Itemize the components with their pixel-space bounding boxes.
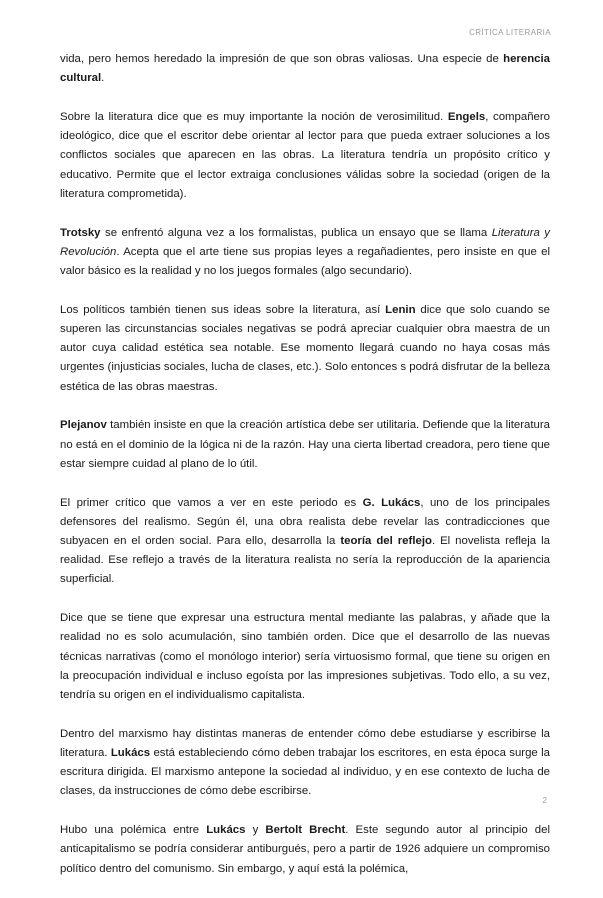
text-run: vida, pero hemos heredado la impresión de que son obras valiosas. Una especie de (60, 53, 504, 65)
paragraph (60, 494, 550, 590)
bold-text: Trotsky (60, 226, 101, 239)
bold-text: herencia cultural (60, 53, 550, 85)
paragraph (60, 108, 550, 204)
bold-text: teoría del reflejo (340, 535, 432, 548)
text-run: , uno de los principales defensores del realismo. Según él, una obra realista debe revelar las contradicciones que subyacen en el orden social. Para ello, desarrolla la (60, 496, 550, 548)
italic-text: Literatura y Revolución (60, 226, 551, 258)
text-run: El primer crítico que vamos a ver en este periodo es (60, 496, 363, 509)
text-run: también insiste en que la creación artística debe ser utilitaria. Defiende que la literatura no está en el dominio de la lógica ni de la razón. Hay una cierta libertad creadora, pero tiene que estar siempre cuidad al plano de lo útil. (60, 419, 550, 470)
page-number: 2 (542, 796, 547, 805)
text-run: . El novelista refleja la realidad. Ese reflejo a través de la literatura realista no sería la reproducción de la apariencia superficial. (60, 535, 550, 586)
text-run: . Este segundo autor al principio del anticapitalismo se podría considerar antiburgués, pero a partir de 1926 adquiere un compromiso político dentro del comunismo. Sin embargo, y aquí está la polémica, (60, 824, 550, 875)
bold-text: Plejanov (60, 419, 107, 432)
text-run: y (245, 824, 266, 837)
text-run: . Acepta que el arte tiene sus propias leyes a regañadientes, pero insiste en que el valor básico es la realidad y no los juegos formales (algo secundario). (60, 245, 550, 278)
bold-text: G. Lukács (362, 496, 421, 509)
bold-text: Engels (447, 111, 486, 123)
bold-text: Lukács (110, 747, 151, 760)
paragraph (60, 416, 550, 474)
paragraph (60, 301, 550, 397)
text-run: Hubo una polémica entre (60, 824, 207, 837)
document-body (60, 50, 550, 898)
text-run: Dice que se tiene que expresar una estructura mental mediante las palabras, y añade que la realidad no es solo acumulación, sino también orden. Dice que el desarrollo de las nuevas técnicas narrativas (como el monólogo interior) sería virtuosismo formal, que tiene su origen en la preocupación individual e incluso egoísta por las impresiones subjetivas. Todo ello, a su vez, tendría su origen en el individualismo capitalista. (60, 612, 550, 702)
text-run: se enfrentó alguna vez a los formalistas, publica un ensayo que se llama (100, 226, 492, 239)
text-run: , compañero ideológico, dice que el escritor debe orientar al lector para que pueda extraer soluciones a los conflictos sociales que aparecen en las obras. La literatura tendría un propósito crítico y educativo. Permite que el lector extraiga conclusiones válidas sobre la sociedad (origen de la literatura comprometida). (60, 111, 550, 200)
text-run: dice que solo cuando se superen las circunstancias sociales negativas se podrá apreciar cualquier obra maestra de un autor cuya calidad estética sea notable. Ese momento llegará cuando no haya cosas más urgentes (injusticias sociales, lucha de clases, etc.). Solo entonces s podrá disfrutar de la belleza estética de las obras maestras. (60, 303, 550, 393)
bold-text: Lukács (206, 824, 246, 837)
bold-text: Lenin (385, 303, 416, 316)
text-run: Los políticos también tienen sus ideas sobre la literatura, así (60, 303, 386, 316)
paragraph (60, 224, 550, 282)
paragraph (60, 609, 550, 705)
paragraph (60, 725, 550, 802)
text-run: . (101, 72, 105, 85)
text-run: Dentro del marxismo hay distintas maneras de entender cómo debe estudiarse y escribirse la literatura. (60, 727, 550, 760)
text-run: Sobre la literatura dice que es muy importante la noción de verosimilitud. (60, 111, 448, 123)
bold-text: Bertolt Brecht (265, 824, 346, 837)
paragraph (60, 821, 550, 879)
text-run: está estableciendo cómo deben trabajar los escritores, en esta época surge la escritura dirigida. El marxismo antepone la sociedad al individuo, y en ese contexto de lucha de clases, da instrucciones de cómo debe escribirse. (60, 747, 550, 798)
paragraph (60, 50, 550, 88)
running-header: CRÍTICA LITERARIA (469, 28, 551, 37)
